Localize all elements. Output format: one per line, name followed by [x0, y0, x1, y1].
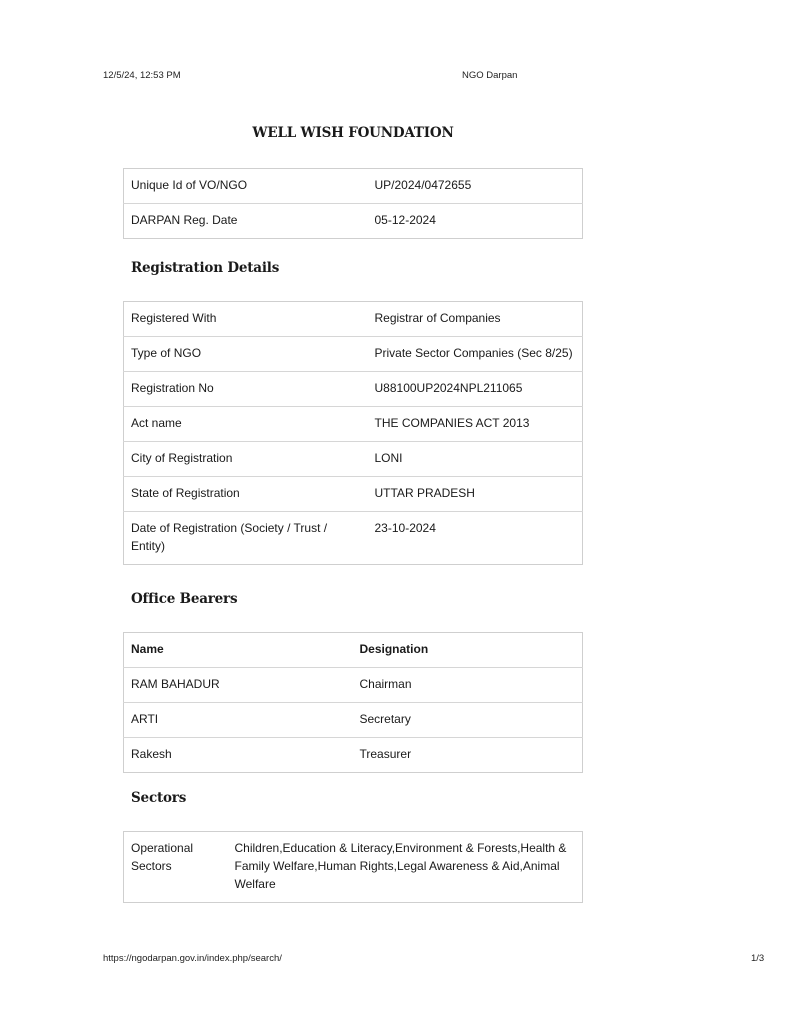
- office-bearers-table: [123, 632, 583, 773]
- designation-column-header: Designation: [359, 642, 429, 656]
- registration-heading: Registration Details: [131, 260, 280, 276]
- state-label: State of Registration: [124, 477, 368, 512]
- city-value: LONI: [368, 442, 583, 477]
- table-row: [124, 204, 583, 239]
- table-row: [124, 703, 583, 738]
- registration-no-label: Registration No: [124, 372, 368, 407]
- bearer-name: ARTI: [124, 703, 353, 738]
- unique-id-label: Unique Id of VO/NGO: [131, 178, 248, 192]
- bearer-designation: Chairman: [353, 668, 583, 703]
- registered-with-label: Registered With: [131, 311, 217, 325]
- unique-id-value: UP/2024/0472655: [374, 178, 472, 192]
- print-url: https://ngodarpan.gov.in/index.php/search/: [103, 953, 282, 964]
- org-name: WELL WISH FOUNDATION: [252, 125, 454, 141]
- registered-with-value: Registrar of Companies: [374, 311, 501, 325]
- table-row: [124, 372, 583, 407]
- identity-table: [123, 168, 583, 239]
- bearer-designation: Secretary: [353, 703, 583, 738]
- table-row: [124, 738, 583, 773]
- table-row: [124, 832, 583, 903]
- table-header-row: [124, 633, 583, 668]
- operational-sectors-label: Operational Sectors: [131, 841, 194, 873]
- sectors-table: [123, 831, 583, 903]
- table-row: [124, 337, 583, 372]
- ngo-type-value: Private Sector Companies (Sec 8/25): [368, 337, 583, 372]
- registration-date-value: 23-10-2024: [368, 512, 583, 565]
- table-row: [124, 477, 583, 512]
- page-number: 1/3: [751, 953, 765, 964]
- print-datetime: 12/5/24, 12:53 PM: [103, 70, 181, 81]
- bearer-name: Rakesh: [124, 738, 353, 773]
- ngo-type-label: Type of NGO: [124, 337, 368, 372]
- bearer-name: RAM BAHADUR: [124, 668, 353, 703]
- city-label: City of Registration: [124, 442, 368, 477]
- registration-date-label: Date of Registration (Society / Trust / Entity): [124, 512, 368, 565]
- office-bearers-heading: Office Bearers: [131, 591, 238, 607]
- table-row: [124, 169, 583, 204]
- table-row: [124, 668, 583, 703]
- print-site-name: NGO Darpan: [462, 70, 518, 81]
- registration-no-value: U88100UP2024NPL211065: [368, 372, 583, 407]
- darpan-date-label: DARPAN Reg. Date: [124, 204, 368, 239]
- sectors-heading: Sectors: [131, 790, 187, 806]
- bearer-designation: Treasurer: [353, 738, 583, 773]
- name-column-header: Name: [131, 642, 164, 656]
- table-row: [124, 512, 583, 565]
- table-row: [124, 442, 583, 477]
- act-name-value: THE COMPANIES ACT 2013: [368, 407, 583, 442]
- table-row: [124, 302, 583, 337]
- registration-table: [123, 301, 583, 565]
- operational-sectors-value: Children,Education & Literacy,Environment & Forests,Health & Family Welfare,Human Rights,Legal Awareness & Aid,Animal Welfare: [234, 841, 567, 891]
- act-name-label: Act name: [124, 407, 368, 442]
- darpan-date-value: 05-12-2024: [368, 204, 583, 239]
- state-value: UTTAR PRADESH: [368, 477, 583, 512]
- table-row: [124, 407, 583, 442]
